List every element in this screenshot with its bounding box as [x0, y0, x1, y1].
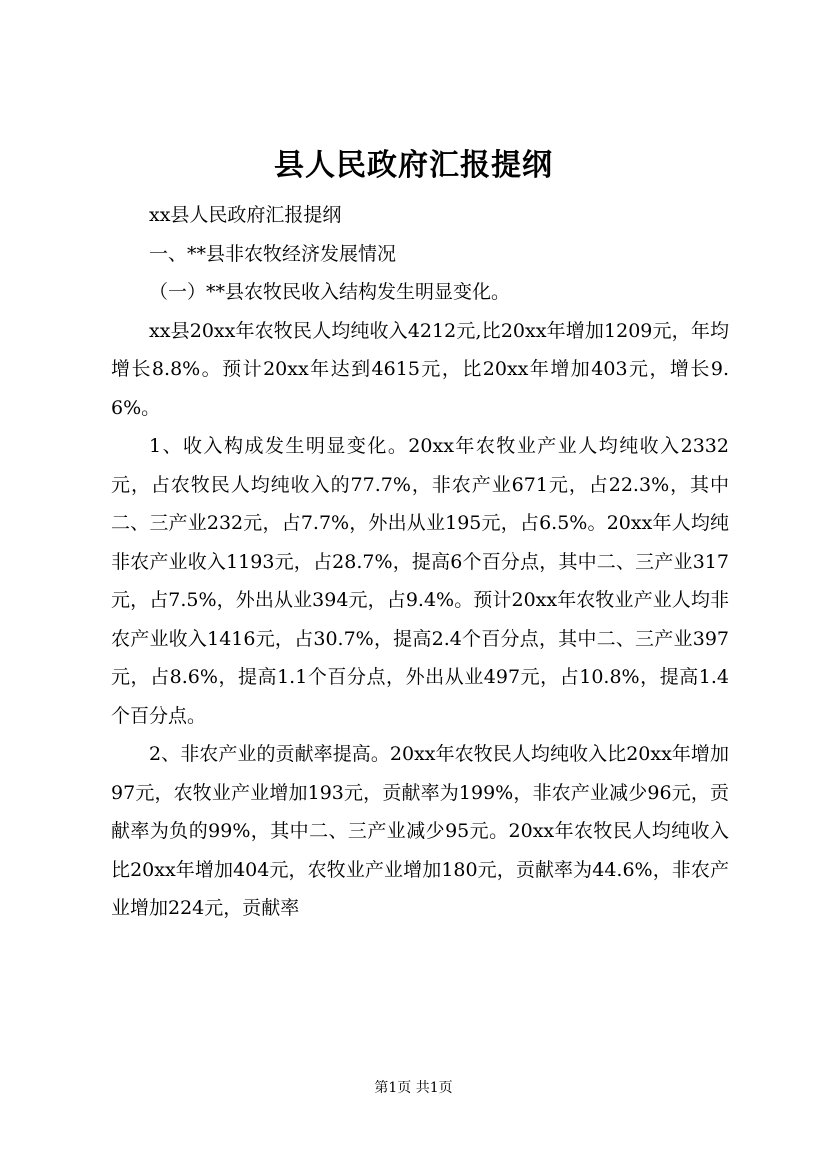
subtitle-line: xx县人民政府汇报提纲 — [149, 204, 342, 226]
subsection-heading: （一）**县农牧民收入结构发生明显变化。 — [149, 281, 511, 303]
section-heading: 一、**县非农牧经济发展情况 — [149, 242, 397, 265]
page-footer: 第1页 共1页 — [374, 1080, 453, 1096]
paragraph-contribution-rate: 2、非农产业的贡献率提高。20xx年农牧民人均纯收入比20xx年增加97元，农牧业产业增加193元，贡献率为199%，非农产业减少96元，贡献率为负的99%，其中二、三产业减少95元。20xx年农牧民人均纯收入比20xx年增加404元，农牧业产业增加180元，贡献率为44.6%，非农产业增加224元，贡献率 — [111, 743, 729, 919]
paragraph-income-overview: xx县20xx年农牧民人均纯收入4212元,比20xx年增加1209元，年均增长8.8%。预计20xx年达到4615元，比20xx年增加403元，增长9.6%。 — [111, 319, 729, 419]
paragraph-income-structure: 1、收入构成发生明显变化。20xx年农牧业产业人均纯收入2332元，占农牧民人均纯收入的77.7%，非农产业671元，占22.3%，其中二、三产业232元，占7.7%，外出从业195元，占6.5%。20xx年人均纯非农产业收入1193元，占28.7%，提高6个百分点，其中二、三产业317元，占7.5%，外出从业394元，占9.4%。预计20xx年农牧业产业人均非农产业收入1416元，占30.7%，提高2.4个百分点，其中二、三产业397元，占8.6%，提高1.1个百分点，外出从业497元，占10.8%，提高1.4个百分点。 — [111, 435, 729, 727]
document-body — [111, 196, 729, 928]
document-title: 县人民政府汇报提纲 — [274, 148, 553, 183]
